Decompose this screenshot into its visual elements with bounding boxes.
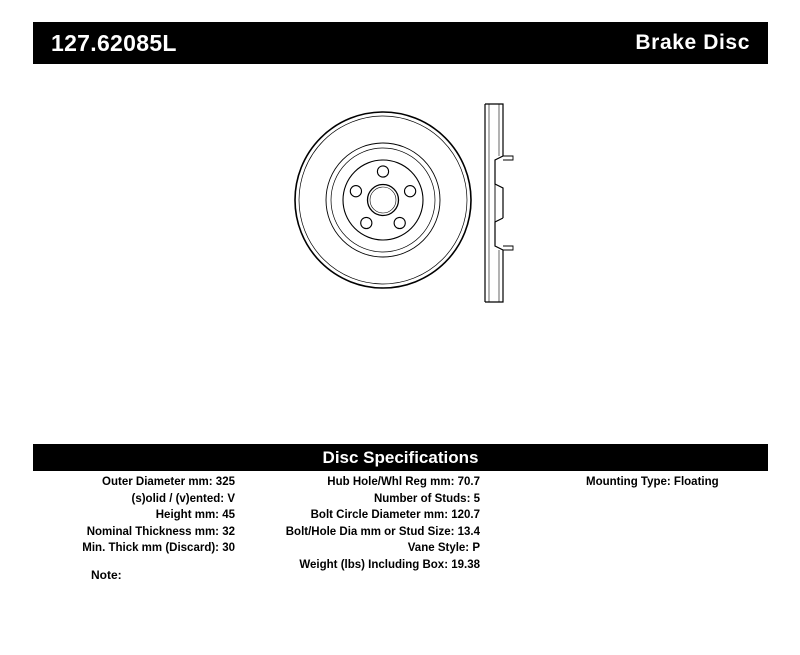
spec-table bbox=[33, 474, 768, 573]
part-number: 127.62085L bbox=[51, 29, 177, 56]
spec-item: Nominal Thickness mm: 32 bbox=[86, 525, 235, 538]
spec-section-title-text: Disc Specifications bbox=[322, 447, 479, 467]
page-title: Brake Disc bbox=[635, 31, 750, 54]
spec-item: Hub Hole/Whl Reg mm: 70.7 bbox=[327, 476, 480, 488]
spec-item: Min. Thick mm (Discard): 30 bbox=[82, 542, 235, 554]
spec-column-left bbox=[33, 474, 245, 557]
brake-disc-cross-section-view bbox=[473, 98, 543, 313]
drawing-area bbox=[33, 80, 768, 410]
spec-column-right bbox=[488, 474, 768, 491]
spec-section-title bbox=[33, 444, 768, 471]
note-label: Note: bbox=[91, 568, 122, 582]
brake-disc-face-view bbox=[288, 100, 478, 305]
spec-item: Number of Studs: 5 bbox=[373, 492, 480, 505]
spec-column-middle bbox=[245, 474, 488, 573]
spec-item: Bolt/Hole Dia mm or Stud Size: 13.4 bbox=[285, 525, 480, 538]
header-bar bbox=[33, 22, 768, 64]
spec-item: Bolt Circle Diameter mm: 120.7 bbox=[310, 509, 480, 521]
spec-item: Height mm: 45 bbox=[155, 509, 235, 521]
spec-item: Outer Diameter mm: 325 bbox=[102, 476, 235, 488]
spec-item: (s)olid / (v)ented: V bbox=[131, 492, 235, 505]
spec-item: Vane Style: P bbox=[407, 542, 480, 554]
spec-item: Weight (lbs) Including Box: 19.38 bbox=[299, 558, 480, 571]
spec-item: Mounting Type: Floating bbox=[586, 476, 719, 488]
note-row bbox=[33, 568, 768, 582]
